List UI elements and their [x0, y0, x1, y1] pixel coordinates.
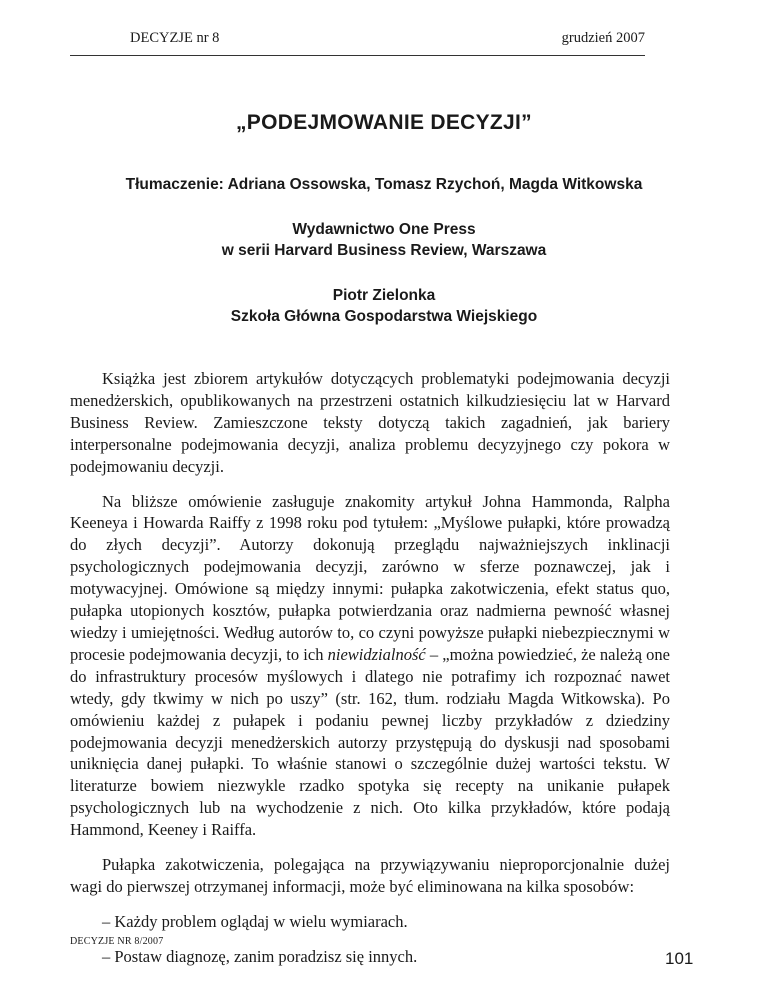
publisher-line-2: w serii Harvard Business Review, Warszawa: [221, 242, 547, 259]
paragraph-2-part-b: – „można powiedzieć, że należą one do infrastruktury procesów myślowych i dlatego nie potrafimy ich rozpoznać nawet wtedy, gdy tkwimy w nich po uszy” (str. 162, tłum. rodziału Magda Witkowska). Po omówieniu każdej z pułapek i podaniu pewnej liczby przykładów z dziedziny podejmowania decyzji menedżerskich autorzy przystępują do dyskusji nad sposobami uniknięcia danej pułapki. To właśnie stanowi o szczególnie dużej wartości tekstu. W literaturze bowiem niezwykle rzadko spotyka się recepty na unikanie pułapek psychologicznych lub na wychodzenie z nich. Oto kilka przykładów, które podają Hammond, Keeney i Raiffa.: [70, 644, 670, 840]
page-title: „PODEJMOWANIE DECYZJI”: [236, 111, 532, 134]
article-body: [70, 368, 670, 981]
bullet-item-2: – Postaw diagnozę, zanim poradzisz się innych.: [102, 946, 418, 966]
paragraph-3: Pułapka zakotwiczenia, polegająca na przywiązywaniu nieproporcjonalnie dużej wagi do pierwszej otrzymanej informacji, może być eliminowana na kilka sposobów:: [70, 855, 670, 896]
page-number: 101: [665, 949, 694, 968]
running-header: [70, 30, 645, 56]
reviewer-name: Piotr Zielonka: [332, 287, 436, 304]
publisher-line-1: Wydawnictwo One Press: [292, 221, 476, 238]
paragraph-2-emphasis: niewidzialność: [327, 644, 426, 664]
translators-line: Tłumaczenie: Adriana Ossowska, Tomasz Rzychoń, Magda Witkowska: [125, 176, 643, 193]
reviewer-affiliation: Szkoła Główna Gospodarstwa Wiejskiego: [230, 308, 538, 325]
paragraph-2: [70, 491, 670, 842]
header-journal: DECYZJE nr 8: [130, 30, 220, 46]
paragraph-2-part-a: Na bliższe omówienie zasługuje znakomity artykuł Johna Hammonda, Ralpha Keeneya i Howarda Raiffy z 1998 roku pod tytułem: „Myślowe pułapki, które prowadzą do złych decyzji”. Autorzy dokonują przeglądu najważniejszych inklinacji psychologicznych podejmowania decyzji, zarówno w sferze poznawczej, jak i motywacyjnej. Omówione są między innymi: pułapka zakotwiczenia, efekt status quo, pułapka utopionych kosztów, pułapka potwierdzania oraz nadmierna pewność własnej wiedzy i umiejętności. Według autorów to, co czyni powyższe pułapki niebezpiecznymi w procesie podejmowania decyzji, to ich: [70, 491, 670, 664]
bullet-item-1: – Każdy problem oglądaj w wielu wymiarach.: [102, 911, 408, 931]
header-date: grudzień 2007: [561, 30, 645, 46]
paragraph-1: Książka jest zbiorem artykułów dotyczących problematyki podejmowania decyzji menedżerskich, opublikowanych na przestrzeni ostatnich kilkudziesięciu lat w Harvard Business Review. Zamieszczone teksty dotyczą takich zagadnień, jak bariery interpersonalne podejmowania decyzji, analiza problemu decyzyjnego czy pokora w podejmowaniu decyzji.: [70, 369, 670, 476]
footer-journal: DECYZJE NR 8/2007: [70, 936, 164, 947]
